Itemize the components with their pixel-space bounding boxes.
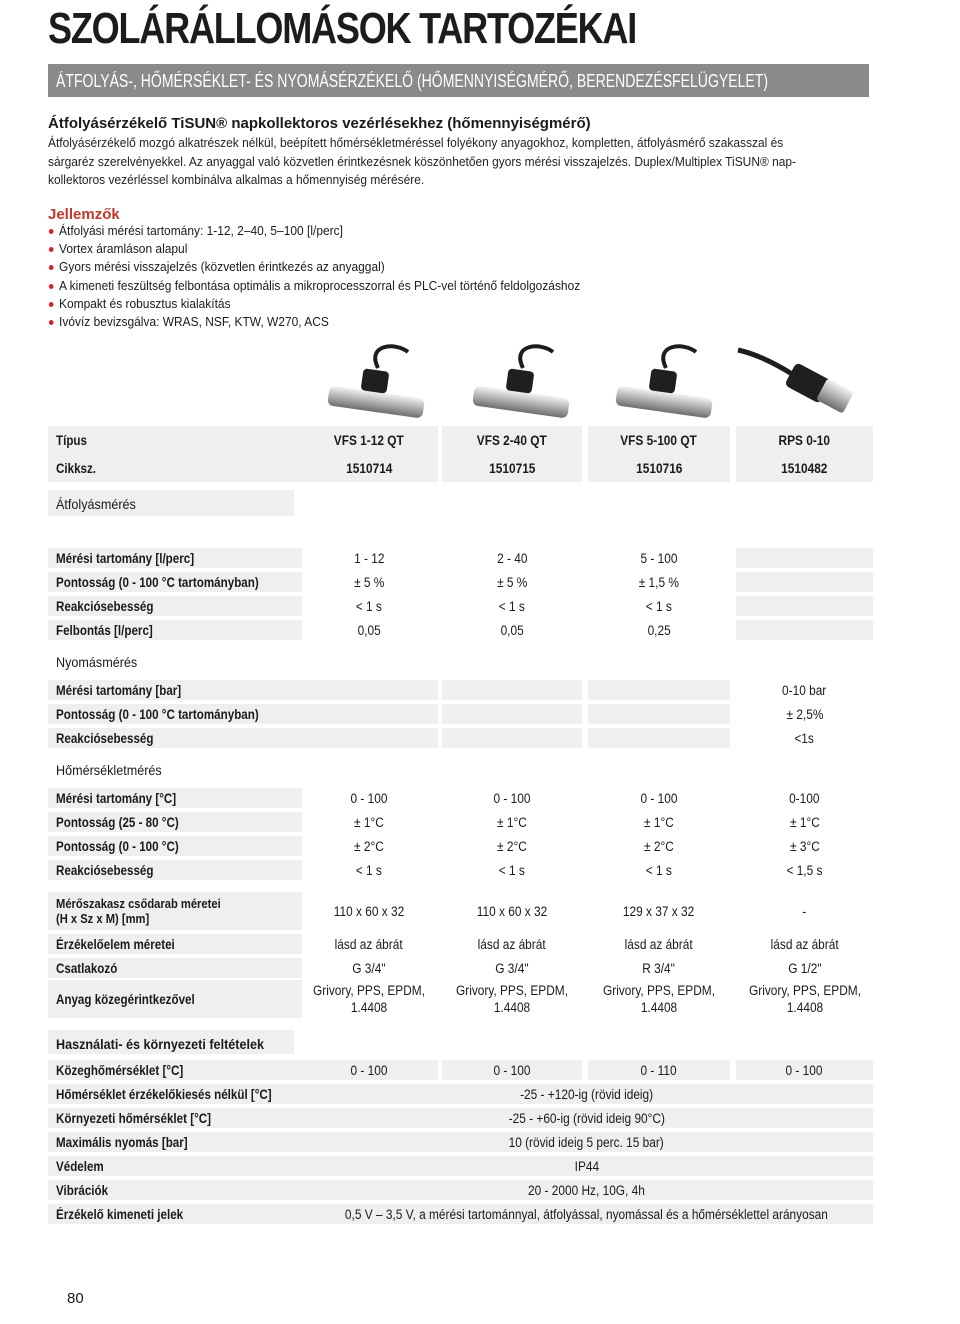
spec-cell: < 1 s: [645, 862, 673, 878]
usage-row: [48, 1108, 873, 1128]
spec-cell: 0 - 100: [493, 790, 531, 806]
dims-cell: -: [802, 903, 807, 919]
pressure-sensor-image: [738, 350, 854, 414]
dims-cell: 110 x 60 x 32: [476, 903, 548, 919]
spec-cell: 0,25: [647, 622, 671, 638]
description-line: kollektoros vezérléssel kombinálva alkalmas a hőmennyiség mérésére.: [48, 172, 425, 187]
description-line: sárgaréz szerelvényekkel. Az anyaggal való közvetlen érintkezésnek köszönhetően gyors mérési visszajelzés. Duplex/Multiplex TiSUN® nap-: [48, 153, 797, 169]
spec-cell: 0,05: [357, 622, 381, 638]
feature-text: Vortex áramláson alapul: [59, 241, 188, 257]
material-row: [48, 980, 873, 1018]
spec-row: [48, 680, 873, 700]
spec-table: [48, 426, 873, 1224]
usage-value: 10 (rövid ideig 5 perc. 15 bar): [300, 1132, 873, 1152]
spec-cell: [736, 596, 873, 616]
usage-row: [48, 1156, 873, 1176]
feature-item: [48, 222, 580, 240]
usage-value: 20 - 2000 Hz, 10G, 4h: [300, 1180, 873, 1200]
bullet-icon: [49, 302, 54, 307]
spec-cell: [300, 728, 438, 748]
group-title-text: Hőmérsékletmérés: [56, 762, 162, 778]
spec-cell: G 1/2": [787, 960, 822, 976]
medium-temp-cell: 0 - 100: [736, 1060, 873, 1080]
code-cell: 1510715: [442, 454, 582, 482]
code-row: [48, 454, 873, 482]
spec-cell: ± 1°C: [644, 814, 674, 830]
row-label: Pontosság (0 - 100 °C tartományban): [48, 572, 302, 592]
usage-value: -25 - +60-ig (rövid ideig 90°C): [300, 1108, 873, 1128]
type-row: [48, 426, 873, 454]
spec-row: [48, 704, 873, 724]
feature-item: [48, 240, 580, 258]
row-label: Hőmérséklet érzékelőkiesés nélkül [°C]: [48, 1084, 302, 1104]
spec-cell: [442, 680, 582, 700]
type-cell: VFS 5-100 QT: [588, 426, 730, 454]
spec-cell: ± 1,5 %: [638, 574, 680, 590]
spec-cell: ± 3°C: [789, 838, 820, 854]
feature-item: [48, 258, 580, 276]
spec-cell: < 1 s: [498, 862, 526, 878]
spec-cell: ± 1°C: [497, 814, 527, 830]
usage-row: [48, 1132, 873, 1152]
dims-row: [48, 892, 873, 930]
medium-temp-cell: 0 - 100: [442, 1060, 582, 1080]
spec-cell: ± 1°C: [789, 814, 820, 830]
spec-row: [48, 958, 873, 978]
spec-row: [48, 728, 873, 748]
usage-value: 0,5 V – 3,5 V, a mérési tartománnyal, átfolyással, nyomással és a hőmérséklettel arányosan: [300, 1204, 873, 1224]
group-title-text: Nyomásmérés: [56, 654, 138, 670]
group-title-usage: [48, 1018, 873, 1056]
feature-text: Átfolyási mérési tartomány: 1-12, 2–40, 5–100 [l/perc]: [59, 223, 343, 238]
usage-value: -25 - +120-ig (rövid ideig): [300, 1084, 873, 1104]
code-cell: 1510714: [300, 454, 438, 482]
medium-temp-row: [48, 1060, 873, 1080]
spec-cell: G 3/4": [495, 960, 529, 976]
group-title-text: Használati- és környezeti feltételek: [56, 1036, 264, 1052]
spec-cell: < 1 s: [355, 862, 383, 878]
spec-cell: ± 2,5%: [786, 706, 823, 722]
spec-row: [48, 788, 873, 808]
spec-row: [48, 596, 873, 616]
usage-row: [48, 1084, 873, 1104]
row-label: Cikksz.: [48, 454, 302, 482]
row-label: Pontosság (0 - 100 °C): [48, 836, 302, 856]
bullet-icon: [49, 247, 54, 252]
row-label: Érzékelőelem méretei: [48, 934, 302, 954]
row-label: Védelem: [48, 1156, 302, 1176]
flow-sensor-image: [615, 346, 713, 418]
feature-item: [48, 313, 580, 331]
spec-cell: [300, 680, 438, 700]
temperature-rows: [48, 788, 873, 880]
spec-row: [48, 620, 873, 640]
feature-text: Gyors mérési visszajelzés (közvetlen érintkezés az anyaggal): [59, 259, 385, 275]
row-label: Közeghőmérséklet [°C]: [48, 1060, 302, 1080]
spec-cell: 2 - 40: [496, 550, 528, 566]
row-label: Csatlakozó: [48, 958, 302, 978]
section-header-bar: [48, 64, 869, 97]
spec-cell: [442, 704, 582, 724]
group-title-temperature: [48, 748, 873, 784]
spec-cell: lásd az ábrát: [624, 936, 694, 952]
spec-cell: 0 - 100: [640, 790, 678, 806]
row-label: Reakciósebesség: [48, 596, 302, 616]
spec-cell: G 3/4": [352, 960, 386, 976]
group-title-text: Átfolyásmérés: [56, 496, 136, 512]
medium-temp-cell: 0 - 110: [588, 1060, 730, 1080]
spec-cell: ± 2°C: [497, 838, 527, 854]
spec-row: [48, 934, 873, 954]
flow-sensor-image: [327, 346, 425, 418]
row-label: Maximális nyomás [bar]: [48, 1132, 302, 1152]
spec-cell: <1s: [794, 730, 815, 746]
spec-cell: 0-100: [789, 790, 820, 806]
bullet-icon: [49, 284, 54, 289]
type-cell: VFS 1-12 QT: [300, 426, 438, 454]
product-heading: Átfolyásérzékelő TiSUN® napkollektoros vezérlésekhez (hőmennyiségmérő): [48, 115, 591, 132]
row-label: Vibrációk: [48, 1180, 302, 1200]
row-label: Felbontás [l/perc]: [48, 620, 302, 640]
spec-row: [48, 860, 873, 880]
page-number: 80: [67, 1290, 84, 1307]
spec-cell: lásd az ábrát: [477, 936, 547, 952]
spec-cell: [588, 728, 730, 748]
section-header-text: ÁTFOLYÁS-, HŐMÉRSÉKLET- ÉS NYOMÁSÉRZÉKELŐ (HŐMENNYISÉGMÉRŐ, BERENDEZÉSFELÜGYELET): [56, 71, 769, 91]
code-cell: 1510482: [736, 454, 873, 482]
product-images: [318, 340, 878, 430]
page-title: SZOLÁRÁLLOMÁSOK TARTOZÉKAI: [48, 4, 637, 53]
spec-cell: ± 2°C: [644, 838, 674, 854]
misc-rows: [48, 934, 873, 978]
row-label: Környezeti hőmérséklet [°C]: [48, 1108, 302, 1128]
spec-cell: [736, 620, 873, 640]
row-label: Pontosság (0 - 100 °C tartományban): [48, 704, 302, 724]
row-label: Mérőszakasz csődarab méretei (H x Sz x M) [mm]: [48, 892, 302, 930]
product-description: [48, 134, 868, 190]
material-cell: Grivory, PPS, EPDM, 1.4408: [748, 983, 861, 1015]
feature-item: [48, 295, 580, 313]
pressure-rows: [48, 680, 873, 748]
row-label: Anyag közegérintkezővel: [48, 980, 302, 1018]
row-label: Érzékelő kimeneti jelek: [48, 1204, 302, 1224]
spec-cell: [588, 680, 730, 700]
feature-text: A kimeneti feszültség felbontása optimális a mikroprocesszorral és PLC-vel történő feldolgozáshoz: [59, 277, 581, 293]
usage-row: [48, 1204, 873, 1224]
spec-row: [48, 572, 873, 592]
row-label: Reakciósebesség: [48, 860, 302, 880]
features-heading: Jellemzők: [48, 206, 120, 223]
spec-cell: 0 - 100: [350, 790, 388, 806]
bullet-icon: [49, 265, 54, 270]
usage-rows: [48, 1084, 873, 1224]
spec-row: [48, 836, 873, 856]
spec-cell: [736, 548, 873, 568]
dims-cell: 129 x 37 x 32: [623, 903, 695, 919]
spec-cell: [736, 572, 873, 592]
flow-rows: [48, 548, 873, 640]
spec-row: [48, 812, 873, 832]
spec-cell: ± 1°C: [354, 814, 384, 830]
spec-cell: [300, 704, 438, 724]
feature-text: Kompakt és robusztus kialakítás: [59, 295, 231, 311]
spec-cell: lásd az ábrát: [334, 936, 404, 952]
flow-sensor-image: [472, 346, 570, 418]
spec-cell: lásd az ábrát: [770, 936, 839, 952]
row-label: Típus: [48, 426, 302, 454]
row-label: Mérési tartomány [l/perc]: [48, 548, 302, 568]
group-title-pressure: [48, 640, 873, 676]
spec-cell: ± 5 %: [496, 574, 528, 590]
spec-cell: 5 - 100: [640, 550, 678, 566]
type-cell: VFS 2-40 QT: [442, 426, 582, 454]
bullet-icon: [49, 320, 54, 325]
group-title-flow: [48, 482, 873, 544]
features-list: [48, 222, 627, 331]
spec-cell: ± 2°C: [354, 838, 384, 854]
spec-cell: 0-10 bar: [782, 682, 827, 698]
spec-cell: [588, 704, 730, 724]
row-label: Mérési tartomány [bar]: [48, 680, 302, 700]
usage-value: IP44: [300, 1156, 873, 1176]
spec-cell: ± 5 %: [353, 574, 385, 590]
feature-item: [48, 277, 580, 295]
type-cell: RPS 0-10: [736, 426, 873, 454]
spec-cell: [442, 728, 582, 748]
feature-text: Ivóvíz bevizsgálva: WRAS, NSF, KTW, W270, ACS: [59, 314, 329, 330]
bullet-icon: [49, 229, 54, 234]
description-line: Átfolyásérzékelő mozgó alkatrészek nélkül, beépített hőmérsékletméréssel folyékony anyagokhoz, kompletten, átfolyásmérő szakasszal és: [48, 135, 784, 150]
spec-row: [48, 548, 873, 568]
row-label: Pontosság (25 - 80 °C): [48, 812, 302, 832]
row-label: Reakciósebesség: [48, 728, 302, 748]
spec-cell: 0,05: [500, 622, 524, 638]
usage-row: [48, 1180, 873, 1200]
material-cell: Grivory, PPS, EPDM, 1.4408: [602, 983, 716, 1015]
row-label: Mérési tartomány [°C]: [48, 788, 302, 808]
spec-cell: < 1 s: [498, 598, 526, 614]
dims-cell: 110 x 60 x 32: [333, 903, 405, 919]
spec-cell: < 1,5 s: [786, 862, 823, 878]
spec-cell: < 1 s: [355, 598, 383, 614]
material-cell: Grivory, PPS, EPDM, 1.4408: [455, 983, 569, 1015]
medium-temp-cell: 0 - 100: [300, 1060, 438, 1080]
spec-cell: < 1 s: [645, 598, 673, 614]
material-cell: Grivory, PPS, EPDM, 1.4408: [312, 983, 426, 1015]
spec-cell: 1 - 12: [353, 550, 385, 566]
code-cell: 1510716: [588, 454, 730, 482]
spec-cell: R 3/4": [642, 960, 676, 976]
